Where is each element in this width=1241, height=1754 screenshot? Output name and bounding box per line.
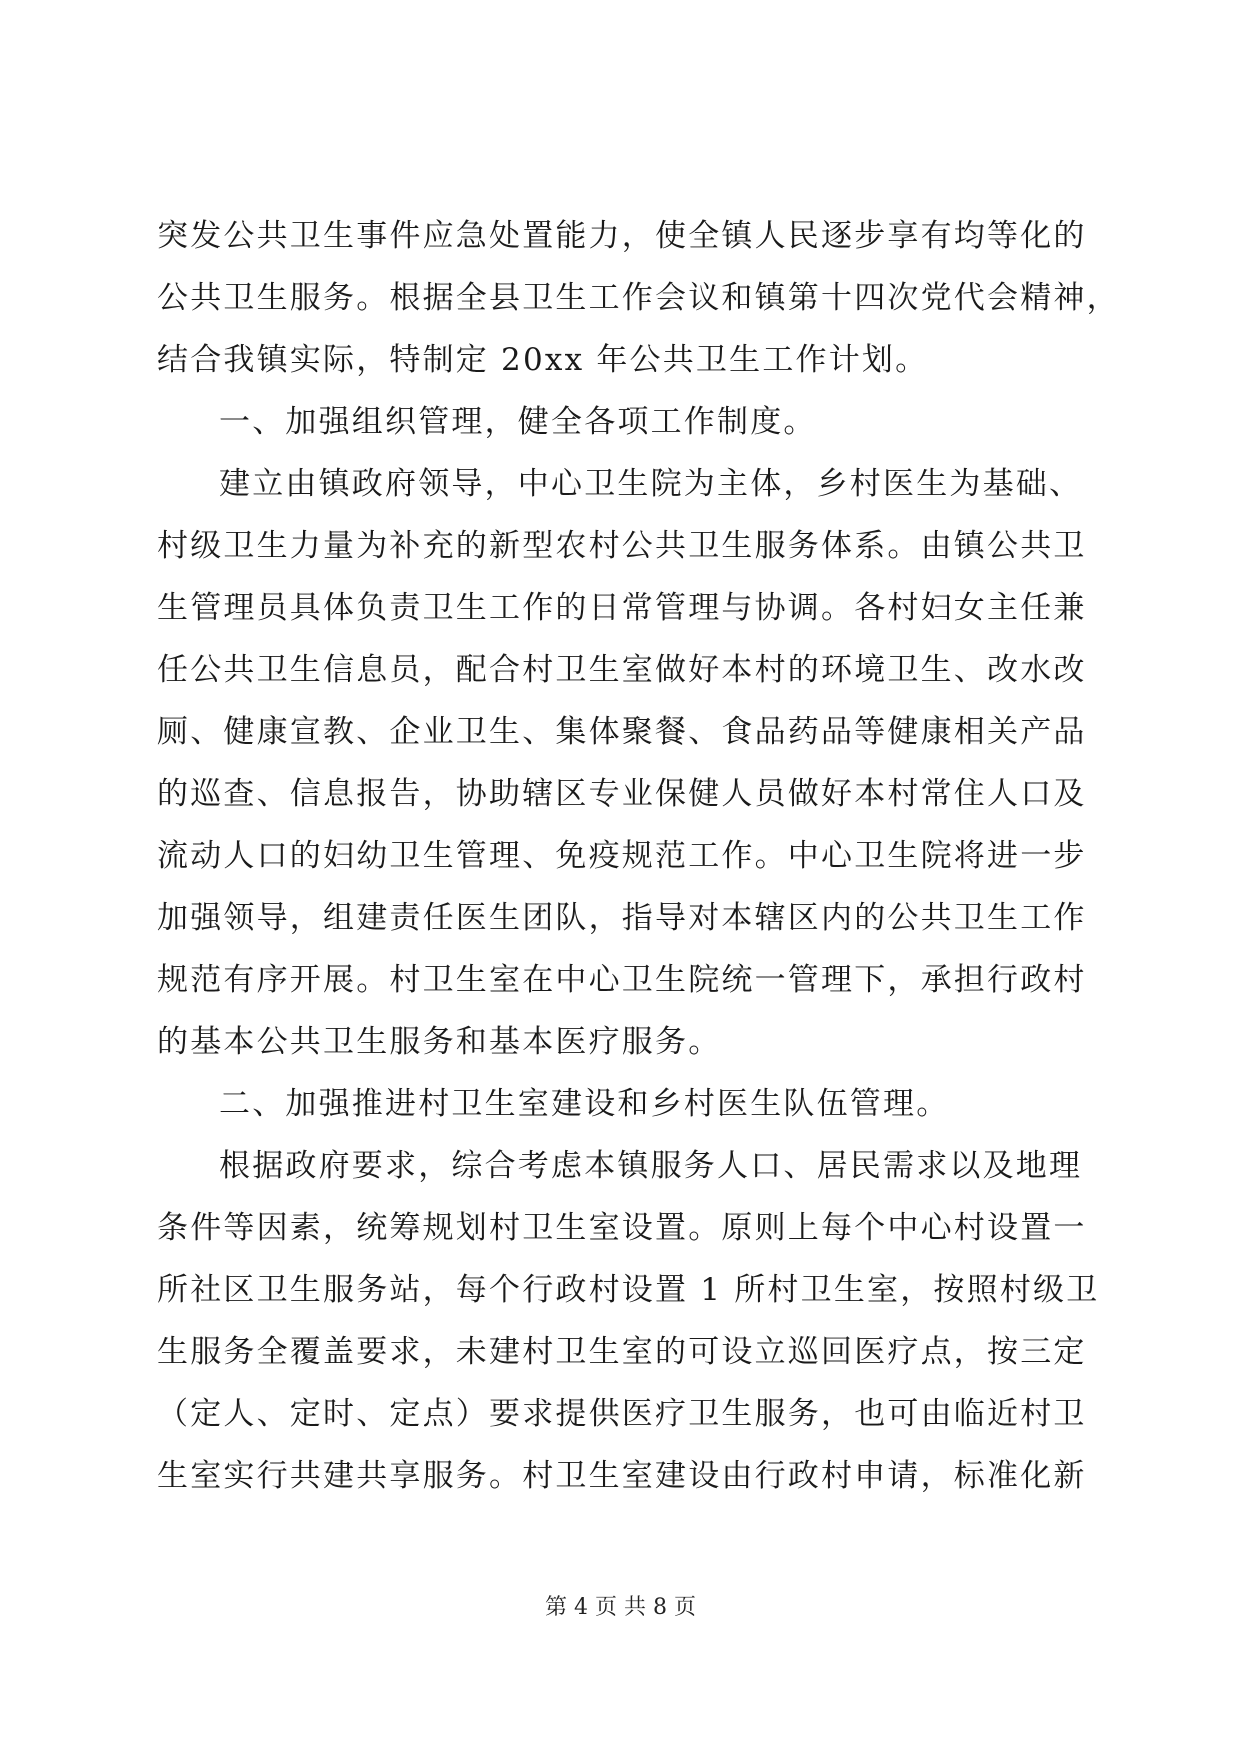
text-line-2: 公共卫生服务。根据全县卫生工作会议和镇第十四次党代会精神， (157, 280, 1120, 316)
page-footer: 第 4 页 共 8 页 (545, 1595, 696, 1620)
text-line-7: 生管理员具体负责卫生工作的日常管理与协调。各村妇女主任兼 (157, 590, 1087, 626)
text-line-20: （定人、定时、定点）要求提供医疗卫生服务，也可由临近村卫 (157, 1396, 1087, 1432)
text-line-14: 的基本公共卫生服务和基本医疗服务。 (157, 1024, 722, 1060)
text-line-16: 根据政府要求，综合考虑本镇服务人口、居民需求以及地理 (219, 1148, 1083, 1184)
document-body (157, 205, 1120, 1507)
section-heading-1: 一、加强组织管理，健全各项工作制度。 (219, 404, 817, 440)
text-line-1: 突发公共卫生事件应急处置能力，使全镇人民逐步享有均等化的 (157, 218, 1087, 254)
text-line-6: 村级卫生力量为补充的新型农村公共卫生服务体系。由镇公共卫 (157, 528, 1087, 564)
text-line-3: 结合我镇实际，特制定 20xx 年公共卫生工作计划。 (157, 342, 929, 378)
text-line-12: 加强领导，组建责任医生团队，指导对本辖区内的公共卫生工作 (157, 900, 1087, 936)
text-line-13: 规范有序开展。村卫生室在中心卫生院统一管理下，承担行政村 (157, 962, 1087, 998)
text-line-18: 所社区卫生服务站，每个行政村设置 1 所村卫生室，按照村级卫 (157, 1272, 1100, 1308)
text-line-11: 流动人口的妇幼卫生管理、免疫规范工作。中心卫生院将进一步 (157, 838, 1087, 874)
text-line-17: 条件等因素，统筹规划村卫生室设置。原则上每个中心村设置一 (157, 1210, 1087, 1246)
text-line-10: 的巡查、信息报告，协助辖区专业保健人员做好本村常住人口及 (157, 776, 1087, 812)
text-line-8: 任公共卫生信息员，配合村卫生室做好本村的环境卫生、改水改 (157, 652, 1087, 688)
text-line-19: 生服务全覆盖要求，未建村卫生室的可设立巡回医疗点，按三定 (157, 1334, 1087, 1370)
text-line-5: 建立由镇政府领导，中心卫生院为主体，乡村医生为基础、 (219, 466, 1083, 502)
text-line-9: 厕、健康宣教、企业卫生、集体聚餐、食品药品等健康相关产品 (157, 714, 1087, 750)
section-heading-2: 二、加强推进村卫生室建设和乡村医生队伍管理。 (219, 1086, 950, 1122)
text-line-21: 生室实行共建共享服务。村卫生室建设由行政村申请，标准化新 (157, 1458, 1087, 1494)
